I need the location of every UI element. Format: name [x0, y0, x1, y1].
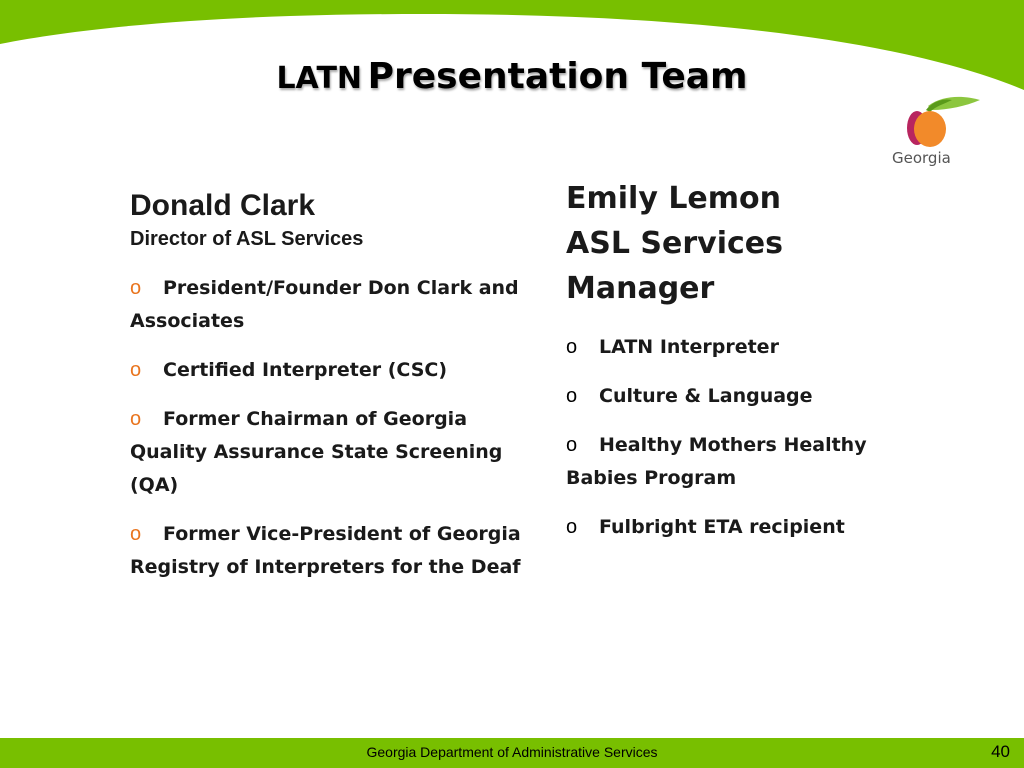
slide-title [0, 56, 1024, 97]
list-item [566, 429, 896, 495]
right-person-name: Emily Lemon [566, 181, 782, 216]
right-person-section [566, 176, 896, 560]
left-person-role: Director of ASL Services [130, 228, 364, 250]
list-item [566, 511, 896, 544]
bullet-circle-icon: o [566, 516, 578, 538]
bullet-circle-icon: o [130, 277, 142, 299]
bullet-text: Former Vice-President of Georgia Registry of Interpreters for the Deaf [130, 523, 521, 578]
footer-text: Georgia Department of Administrative Services [366, 744, 658, 760]
list-item [130, 272, 530, 338]
title-text: Presentation Team [367, 56, 748, 97]
left-person-name: Donald Clark [130, 189, 316, 222]
list-item [566, 380, 896, 413]
bullet-circle-icon: o [566, 336, 578, 358]
bullet-circle-icon: o [130, 523, 142, 545]
list-item [566, 331, 896, 364]
georgia-logo [886, 92, 986, 170]
bullet-text: Fulbright ETA recipient [599, 516, 845, 538]
list-item [130, 354, 530, 387]
page-number: 40 [991, 742, 1010, 761]
bullet-text: President/Founder Don Clark and Associates [130, 277, 519, 332]
bullet-text: Culture & Language [599, 385, 813, 407]
list-item [130, 403, 530, 502]
bullet-circle-icon: o [566, 434, 578, 456]
bullet-circle-icon: o [130, 408, 142, 430]
list-item [130, 518, 530, 584]
title-prefix: LATN [276, 61, 363, 96]
bullet-text: Certified Interpreter (CSC) [163, 359, 448, 381]
bullet-circle-icon: o [566, 385, 578, 407]
bullet-circle-icon: o [130, 359, 142, 381]
bullet-text: Former Chairman of Georgia Quality Assurance State Screening (QA) [130, 408, 503, 496]
left-bullet-list [130, 272, 530, 584]
right-bullet-list [566, 331, 896, 544]
right-person-role: ASL Services Manager [566, 226, 783, 306]
bullet-text: LATN Interpreter [599, 336, 779, 358]
logo-text: Georgia [892, 149, 951, 167]
bullet-text: Healthy Mothers Healthy Babies Program [566, 434, 867, 489]
left-person-section [130, 188, 530, 600]
